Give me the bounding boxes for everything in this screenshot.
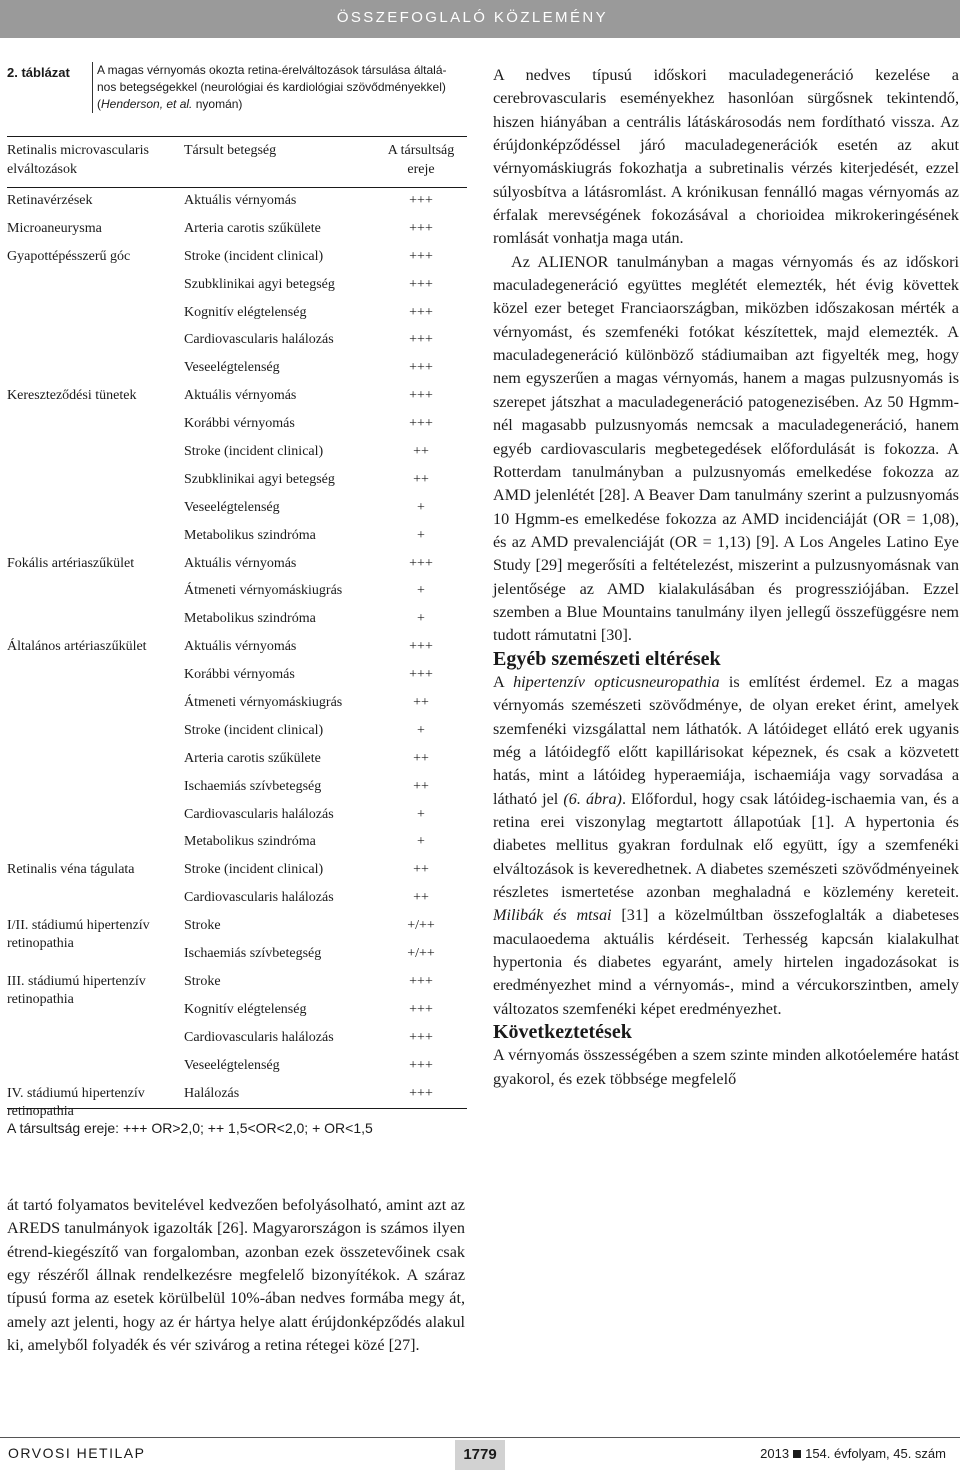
- table-2: [7, 62, 467, 1136]
- caption-line: A magas vérnyomás okozta retina-érelváltozások társulása általá-: [97, 63, 447, 77]
- row-disease: Kognitív elégtelenség: [184, 304, 307, 320]
- header-col-strength: A társultság ereje: [387, 143, 455, 177]
- row-strength: +++: [409, 332, 433, 348]
- table-row: [7, 829, 467, 857]
- row-strength: +++: [409, 388, 433, 404]
- row-lesion-label: Retinavérzések: [7, 193, 93, 208]
- table-row: [7, 327, 467, 355]
- table-row: [7, 383, 467, 411]
- table-row: [7, 997, 467, 1025]
- header-col-disease: Társult betegség: [184, 143, 277, 158]
- table-body: [7, 188, 467, 1119]
- header-bar: [0, 0, 960, 38]
- table-number: 2. táblázat: [7, 65, 70, 80]
- table-row: [7, 1025, 467, 1053]
- row-strength: +++: [409, 276, 433, 292]
- table-row: [7, 634, 467, 662]
- row-lesion-label: Általános artériaszűkület: [7, 639, 147, 655]
- row-strength: ++: [413, 471, 429, 487]
- section-title: ÖSSZEFOGLALÓ KÖZLEMÉNY: [336, 9, 608, 26]
- table-row: [7, 216, 467, 244]
- row-strength: ++: [413, 695, 429, 711]
- row-strength: ++: [413, 444, 429, 460]
- row-strength: ++: [413, 890, 429, 906]
- row-disease: Stroke: [184, 973, 221, 989]
- row-strength: +++: [409, 555, 433, 571]
- text-fragment: [31] a közelmúltban összefoglalták a diabeteses maculaoedema aktuális kérdéseit. Terhesség kapcsán kialakulhat hypertonia és diabetes egyaránt, amely hirtelen ingadozásokat is eredményezhet mind a vérnyomás-, mind a vércukorszintben, amely változatos szemfenéki képet eredményezhet.: [493, 906, 959, 1018]
- row-disease: Arteria carotis szűkülete: [184, 220, 321, 236]
- row-strength: +++: [409, 1001, 433, 1017]
- table-row: [7, 1081, 467, 1119]
- right-column: [493, 64, 959, 1091]
- table-row: [7, 300, 467, 328]
- caption-citation: Henderson, et al.: [101, 97, 193, 111]
- row-disease: Stroke (incident clinical): [184, 722, 324, 738]
- row-disease: Cardiovascularis halálozás: [184, 332, 334, 348]
- row-lesion-label: Microaneurysma: [7, 220, 102, 236]
- row-lesion-label: Gyapottépésszerű góc: [7, 248, 131, 264]
- table-row: [7, 523, 467, 551]
- row-strength: +: [417, 722, 425, 738]
- section-heading: Következtetések: [493, 1021, 632, 1044]
- row-strength: +++: [409, 193, 433, 208]
- row-disease: Veseelégtelenség: [184, 1057, 280, 1073]
- table-row: [7, 802, 467, 830]
- row-disease: Kognitív elégtelenség: [184, 1001, 307, 1017]
- page-number: 1779: [455, 1440, 505, 1470]
- volume-issue: 154. évfolyam, 45. szám: [805, 1446, 946, 1461]
- paragraph: Az ALIENOR tanulmányban a magas vérnyomás és az időskori maculadegeneráció együttes meglétét elemezték, hét évig követtek közel ezer beteget Franciaországban, miközben időszakosan mérték a vérnyomást, és szemfenéki fotókat készítettek, majd elemezték. A maculadegeneráció különböző stádiumaiban azt figyelték meg, hogy nem egyszerűen a magas vérnyomás, hanem a magas pulzusnyomás is szerepet játszhat a maculadegeneráció patogenezisében. Az 50 Hgmm-nél magasabb pulzusnyomás nemcsak a maculadegeneráció, hanem egyéb cardiovascularis megbetegedések előfordulását is fokozza. A Rotterdam tanulmányban a pulzusnyomás emelkedése fokozza az AMD jelenlétét [28]. A Beaver Dam tanulmány szerint a pulzusnyomás 10 Hgmm-es emelkedése fokozza az AMD incidenciáját (OR = 1,08), és az AMD prevalenciáját (OR = 1,13) [9]. A Los Angeles Latino Eye Study [29] megerősíti a feltételezést, miszerint a pulzusnyomásnak van jelentősége az AMD kialakulásában és progressziójában. Ezzel szemben a Blue Mountains tanulmány ilyen jellegű összefüggésre nem tudott rámutatni [30].: [493, 252, 959, 645]
- table-caption-text: [92, 62, 472, 113]
- caption-fragment: nyomán): [192, 97, 243, 111]
- row-strength: +: [417, 499, 425, 515]
- table-row: [7, 439, 467, 467]
- table-row: [7, 578, 467, 606]
- table-row: [7, 746, 467, 774]
- paragraph: A nedves típusú időskori maculadegeneráció kezelése a cerebrovascularis eseményekhez hasonlóan sürgősnek tekintendő, hiszen hiányában a centrális látáskárosodás nem fordítható vissza. Az érújdonképződéssel járó maculadegenerációk esetén az akut vérnyomáskiugrás fokozhatja a subretinalis vérzés kiterjedését, ezzel súlyosbítva a látásromlást. A krónikusan fennálló magas vérnyomás az érfalak merevségének fokozásával a chorioidea mikrokeringésének romlását vonhatja maga után.: [493, 66, 959, 248]
- row-disease: Metabolikus szindróma: [184, 834, 316, 850]
- row-disease: Átmeneti vérnyomáskiugrás: [184, 695, 343, 711]
- table-header-row: [7, 137, 467, 187]
- caption-line: nos betegségekkel (neurológiai és kardiológiai szövődményekkel): [97, 80, 446, 94]
- table-row: [7, 1053, 467, 1081]
- text-fragment: . Előfordul, hogy csak látóideg-ischaemia van, és a retina erei viszonylag megtartott állapotúak [1]. A hypertonia és diabetes mellitus gyakran fordulnak elő együtt, így a szemfenéki elváltozások is keveredhetnek. A diabetes szemészeti szövődményeinek részletes ismertetése azonban meghaladná e közlemény kereteit.: [493, 789, 959, 902]
- row-disease: Stroke: [184, 918, 221, 934]
- row-strength: ++: [413, 750, 429, 766]
- table-row: [7, 969, 467, 1007]
- table-row: [7, 606, 467, 634]
- table-row: [7, 941, 467, 969]
- row-lesion-label: Kereszteződési tünetek: [7, 388, 137, 404]
- table-footnote: A társultság ereje: +++ OR>2,0; ++ 1,5<OR<2,0; + OR<1,5: [7, 1120, 373, 1137]
- table-row: [7, 690, 467, 718]
- table-caption: [7, 62, 467, 124]
- row-strength: +++: [409, 304, 433, 320]
- row-disease: Ischaemiás szívbetegség: [184, 778, 322, 794]
- row-disease: Szubklinikai agyi betegség: [184, 276, 335, 292]
- row-disease: Metabolikus szindróma: [184, 611, 316, 627]
- row-strength: +: [417, 527, 425, 543]
- paragraph: A vérnyomás összességében a szem szinte minden alkotóelemére hatást gyakorol, és ezek többsége megfelelő: [493, 1046, 959, 1088]
- row-disease: Átmeneti vérnyomáskiugrás: [184, 583, 343, 599]
- table-row: [7, 495, 467, 523]
- year: 2013: [760, 1446, 790, 1461]
- table-row: [7, 662, 467, 690]
- author-reference: Milibák és mtsai: [493, 906, 612, 925]
- text-fragment: A: [493, 672, 514, 691]
- issue-info: [760, 1446, 946, 1461]
- row-disease: Veseelégtelenség: [184, 360, 280, 376]
- row-disease: Szubklinikai agyi betegség: [184, 471, 335, 487]
- row-strength: +++: [409, 1085, 433, 1101]
- row-lesion-label: Retinalis véna tágulata: [7, 862, 135, 878]
- row-strength: +++: [409, 416, 433, 432]
- row-disease: Veseelégtelenség: [184, 499, 280, 515]
- row-disease: Korábbi vérnyomás: [184, 416, 295, 432]
- table-row: [7, 188, 467, 216]
- journal-name: ORVOSI HETILAP: [8, 1445, 146, 1461]
- row-strength: +++: [409, 248, 433, 264]
- table-row: [7, 467, 467, 495]
- row-strength: +++: [409, 639, 433, 655]
- row-strength: +++: [409, 667, 433, 683]
- table-row: [7, 913, 467, 952]
- row-strength: +: [417, 806, 425, 822]
- row-strength: +++: [409, 1057, 433, 1073]
- row-disease: Stroke (incident clinical): [184, 444, 324, 460]
- row-disease: Stroke (incident clinical): [184, 862, 324, 878]
- row-strength: +/++: [407, 946, 435, 962]
- text-fragment: is említést érdemel. Ez a magas vérnyomás szemészeti szövődménye, de olyan ereket érint, amelyek szemfenéki vizsgálattal nem láthatók. A látóideget ellátó erek ugyanis még a látóidegfő előtt kapillárisokat képeznek, és csak a közvetett hatás, mint a látóideg hyperaemiája, ischaemiája vagy sorvadása a látható jel: [493, 672, 959, 808]
- table-row: [7, 857, 467, 885]
- row-strength: +/++: [407, 918, 435, 934]
- footer-rule: [0, 1437, 960, 1438]
- row-disease: Cardiovascularis halálozás: [184, 1029, 334, 1045]
- row-disease: Cardiovascularis halálozás: [184, 890, 334, 906]
- row-disease: Halálozás: [184, 1085, 240, 1101]
- figure-reference: (6. ábra): [563, 789, 622, 808]
- row-disease: Aktuális vérnyomás: [184, 193, 297, 208]
- table-row: [7, 355, 467, 383]
- row-strength: +: [417, 611, 425, 627]
- row-strength: +++: [409, 1029, 433, 1045]
- row-strength: +++: [409, 973, 433, 989]
- table-row: [7, 774, 467, 802]
- row-disease: Aktuális vérnyomás: [184, 555, 297, 571]
- header-col-lesions: Retinalis microvascularis elváltozások: [7, 143, 149, 177]
- left-body-text: át tartó folyamatos bevitelével kedvezően befolyásolható, amint azt az AREDS tanulmányok igazolták [26]. Magyarországon is számos ilyen étrend-kiegészítő van forgalomban, azonban ezek összetevőinek csak egy részéről állnak rendelkezésre megfelelő bizonyítékok. A száraz típusú forma az esetek körülbelül 10%-ában nedves formába megy át, amely azt jelenti, hogy az ér hártya helye alatt érújdonképződés alakul ki, amelyből folyadék és vér szivárog a retina rétegei közé [27].: [7, 1196, 465, 1355]
- text-italic: hipertenzív opticusneuropathia: [513, 672, 720, 691]
- paragraph: [493, 671, 959, 1021]
- square-bullet-icon: [793, 1450, 801, 1458]
- table-row: [7, 551, 467, 579]
- row-disease: Arteria carotis szűkülete: [184, 750, 321, 766]
- row-disease: Ischaemiás szívbetegség: [184, 946, 322, 962]
- caption-line: [97, 96, 472, 113]
- row-lesion-label: III. stádiumú hipertenzív retinopathia: [7, 973, 146, 1007]
- row-lesion-label: IV. stádiumú hipertenzív retinopathia: [7, 1085, 145, 1119]
- table-row: [7, 885, 467, 913]
- row-lesion-label: I/II. stádiumú hipertenzív retinopathia: [7, 918, 150, 952]
- row-disease: Korábbi vérnyomás: [184, 667, 295, 683]
- section-heading: Egyéb szemészeti eltérések: [493, 647, 721, 670]
- caption-fragment: (: [97, 97, 101, 111]
- row-strength: ++: [413, 862, 429, 878]
- row-strength: +: [417, 834, 425, 850]
- row-strength: +++: [409, 360, 433, 376]
- table-row: [7, 272, 467, 300]
- row-lesion-label: Fokális artériaszűkület: [7, 555, 135, 571]
- row-disease: Stroke (incident clinical): [184, 248, 324, 264]
- table-row: [7, 718, 467, 746]
- row-disease: Aktuális vérnyomás: [184, 639, 297, 655]
- table-row: [7, 411, 467, 439]
- row-disease: Aktuális vérnyomás: [184, 388, 297, 404]
- row-disease: Cardiovascularis halálozás: [184, 806, 334, 822]
- row-strength: +++: [409, 220, 433, 236]
- row-strength: +: [417, 583, 425, 599]
- row-disease: Metabolikus szindróma: [184, 527, 316, 543]
- row-strength: ++: [413, 778, 429, 794]
- table-row: [7, 244, 467, 272]
